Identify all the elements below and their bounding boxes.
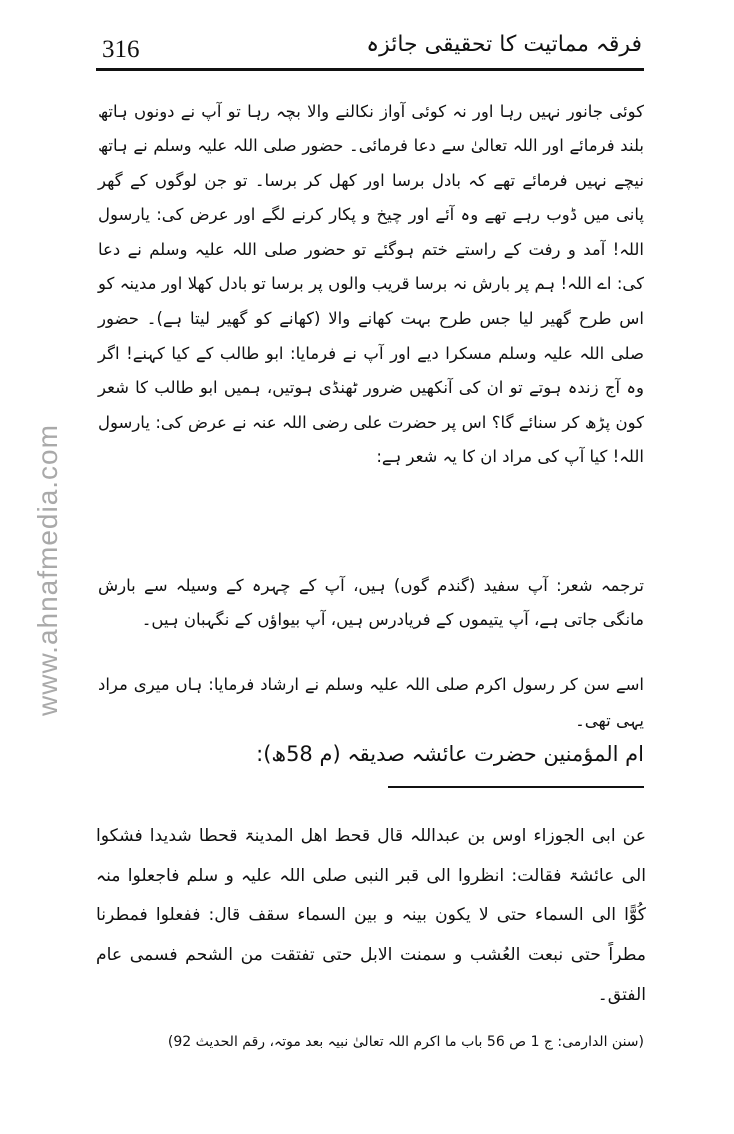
heading-underline bbox=[388, 786, 644, 788]
section-heading: ام المؤمنین حضرت عائشہ صدیقہ (م 58ھ): bbox=[256, 742, 644, 766]
citation: (سنن الدارمی: ج 1 ص 56 باب ما اکرم اللہ تعالیٰ نبیہ بعد موتہ، رقم الحدیث 92) bbox=[167, 1034, 644, 1050]
page-number: 316 bbox=[102, 36, 140, 63]
running-title: فرقہ مماتیت کا تحقیقی جائزہ bbox=[366, 32, 642, 57]
paragraph-1: کوئی جانور نہیں رہا اور نہ کوئی آواز نکالنے والا بچہ رہا تو آپ نے دونوں ہاتھ بلند فرمائے اور اللہ تعالیٰ سے دعا فرمائی۔ حضور صلی اللہ علیہ وسلم نے ہاتھ نیچے نہیں فرمائے تھے کہ بادل برسا اور کھل کر برسا۔ تو جن لوگوں کے گھر پانی میں ڈوب رہے تھے وہ آئے اور چیخ و پکار کرنے لگے اور عرض کی: یارسول اللہ! آمد و رفت کے راستے ختم ہوگئے تو حضور صلی اللہ علیہ وسلم نے دعا کی: اے اللہ! ہم پر بارش نہ برسا قریب والوں پر برسا تو بادل کھلا اور مدینہ کو اس طرح گھیر لیا جس طرح بہت کھانے والا (کھانے کو گھیر لیتا ہے)۔ حضور صلی اللہ علیہ وسلم مسکرا دیے اور آپ نے فرمایا: ابو طالب کے کیا کہنے! اگر وہ آج زندہ ہوتے تو ان کی آنکھیں ضرور ٹھنڈی ہوتیں، ہمیں ابو طالب کا شعر کون پڑھ کر سنائے گا؟ اس پر حضرت علی رضی اللہ عنہ نے عرض کی: یارسول اللہ! کیا آپ کی مراد ان کا یہ شعر ہے: bbox=[98, 101, 644, 467]
paragraph-3: اسے سن کر رسول اکرم صلی اللہ علیہ وسلم نے ارشاد فرمایا: ہاں میری مراد یہی تھی۔ bbox=[98, 674, 644, 730]
paragraph-2: ترجمہ شعر: آپ سفید (گندم گوں) ہیں، آپ کے چہرہ کے وسیلہ سے بارش مانگی جاتی ہے، آپ یتیموں کے فریادرس ہیں، آپ بیواؤں کے نگہبان ہیں۔ bbox=[98, 575, 644, 629]
watermark-text: www.ahnafmedia.com bbox=[32, 424, 63, 716]
arabic-hadith-text: عن ابی الجوزاء اوس بن عبداللہ قال قحط اهل المدینۃ قحطا شدیدا فشکوا الی عائشۃ فقالت: انظروا الی قبر النبی صلی اللہ علیہ و سلم فاجعلوا منہ کُوًّا الی السماء حتی لا یکون بینہ و بین السماء سقف قال: ففعلوا فمطرنا مطراً حتی نبعت العُشب و سمنت الابل حتی تفتقت من الشحم فسمی عام الفتق۔ bbox=[96, 826, 646, 1005]
header-rule bbox=[96, 68, 644, 71]
